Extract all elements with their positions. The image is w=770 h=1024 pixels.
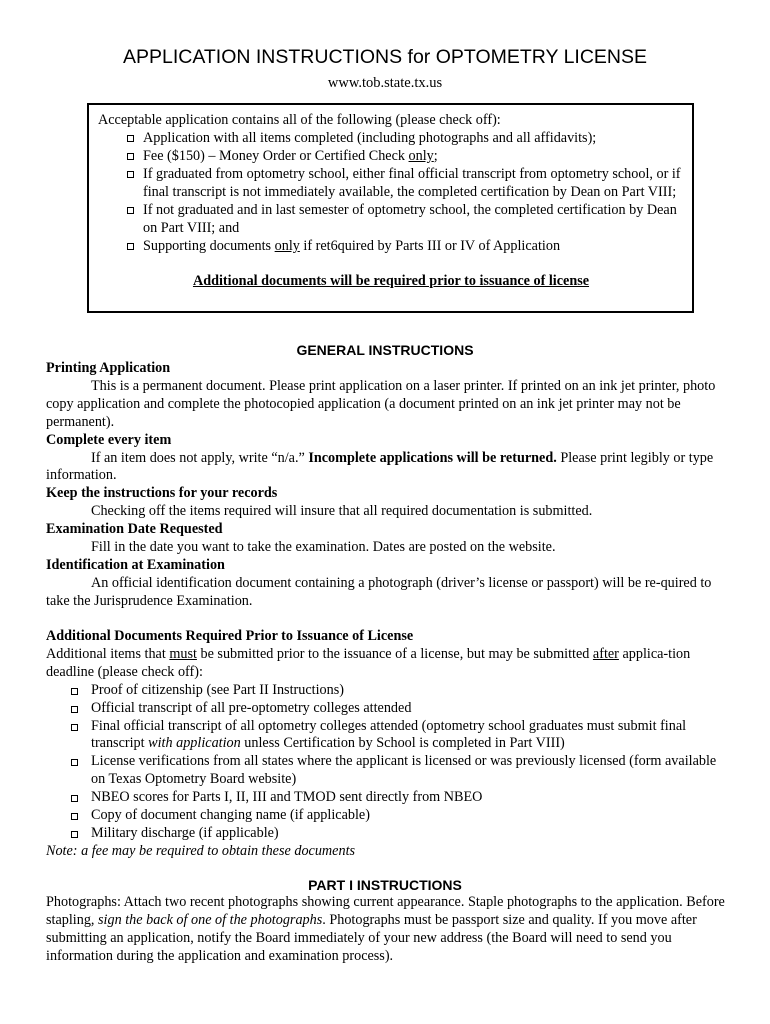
checkbox-icon[interactable] [71, 706, 78, 713]
website-url: www.tob.state.tx.us [327, 75, 443, 91]
document-item[interactable]: Final official transcript of all optometry colleges attended (optometry school graduates must submit final transcript with application unless Certification by School is completed in Part VIII) [46, 718, 726, 754]
general-instructions-section [46, 360, 726, 611]
identification-text: An official identification document containing a photograph (driver’s license or passport) will be re-quired to take the Jurisprudence Examination. [46, 574, 712, 609]
part1-text: Photographs: Attach two recent photographs showing current appearance. Staple photographs to the application. Before stapling, sign the back of one of the photographs. Photographs must be passport size and quality. If you move after submitting an application, notify the Board immediately of your new address (the Board will need to send you information during the application and examination process). [46, 894, 725, 964]
identification-heading: Identification at Examination [46, 556, 225, 573]
document-item[interactable]: NBEO scores for Parts I, II, III and TMOD sent directly from NBEO [46, 789, 726, 807]
additional-documents-section [46, 628, 726, 861]
keep-text: Checking off the items required will insure that all required documentation is submitted. [91, 503, 593, 520]
checklist [98, 129, 684, 255]
printing-heading: Printing Application [46, 360, 171, 376]
part1-heading: PART I INSTRUCTIONS [308, 877, 462, 893]
additional-documents-list [46, 682, 726, 843]
checkbox-icon[interactable] [127, 171, 134, 178]
checkbox-icon[interactable] [71, 831, 78, 838]
checkbox-icon[interactable] [71, 759, 78, 766]
checkbox-icon[interactable] [127, 243, 134, 250]
checkbox-icon[interactable] [71, 724, 78, 731]
part1-section [46, 894, 726, 966]
checklist-item[interactable]: If graduated from optometry school, either final official transcript from optometry school, or if final transcript is not immediately available, the completed certification by Dean on Part VIII; [98, 165, 684, 201]
keep-heading: Keep the instructions for your records [46, 485, 278, 502]
document-item[interactable]: Official transcript of all pre-optometry colleges attended [46, 700, 726, 718]
additional-heading: Additional Documents Required Prior to Issuance of License [46, 628, 414, 644]
page-title: APPLICATION INSTRUCTIONS for OPTOMETRY LICENSE [122, 46, 648, 68]
checklist-item[interactable]: Application with all items completed (including photographs and all affidavits); [98, 129, 684, 147]
checkbox-icon[interactable] [127, 153, 134, 160]
checklist-item[interactable]: If not graduated and in last semester of optometry school, the completed certification by Dean on Part VIII; and [98, 201, 684, 237]
complete-heading: Complete every item [46, 431, 172, 448]
checkbox-icon[interactable] [71, 688, 78, 695]
document-item[interactable]: Copy of document changing name (if applicable) [46, 807, 726, 825]
checkbox-icon[interactable] [71, 813, 78, 820]
application-checklist-box [87, 103, 694, 313]
exam-date-text: Fill in the date you want to take the examination. Dates are posted on the website. [91, 539, 556, 556]
additional-intro: Additional items that must be submitted prior to the issuance of a license, but may be submitted after applica-tion deadline (please check off): [46, 645, 691, 680]
checkbox-icon[interactable] [127, 135, 134, 142]
checklist-item[interactable]: Supporting documents only if ret6quired by Parts III or IV of Application [98, 237, 684, 255]
checklist-footer: Additional documents will be required prior to issuance of license [192, 273, 590, 289]
checkbox-icon[interactable] [127, 207, 134, 214]
printing-text: This is a permanent document. Please print application on a laser printer. If printed on an ink jet printer, photo copy application and complete the photocopied application (a document printed on an ink jet printer may not be permanent). [46, 377, 716, 430]
checkbox-icon[interactable] [71, 795, 78, 802]
checklist-intro: Acceptable application contains all of the following (please check off): [98, 112, 501, 128]
fee-note: Note: a fee may be required to obtain these documents [46, 842, 356, 859]
complete-text: If an item does not apply, write “n/a.” Incomplete applications will be returned. Please print legibly or type information. [46, 449, 714, 484]
document-item[interactable]: Proof of citizenship (see Part II Instructions) [46, 682, 726, 700]
general-instructions-heading: GENERAL INSTRUCTIONS [296, 342, 474, 358]
document-item[interactable]: Military discharge (if applicable) [46, 825, 726, 843]
document-item[interactable]: License verifications from all states where the applicant is licensed or was previously licensed (form available on Texas Optometry Board website) [46, 753, 726, 789]
exam-date-heading: Examination Date Requested [46, 521, 223, 538]
checklist-item[interactable]: Fee ($150) – Money Order or Certified Check only; [98, 147, 684, 165]
